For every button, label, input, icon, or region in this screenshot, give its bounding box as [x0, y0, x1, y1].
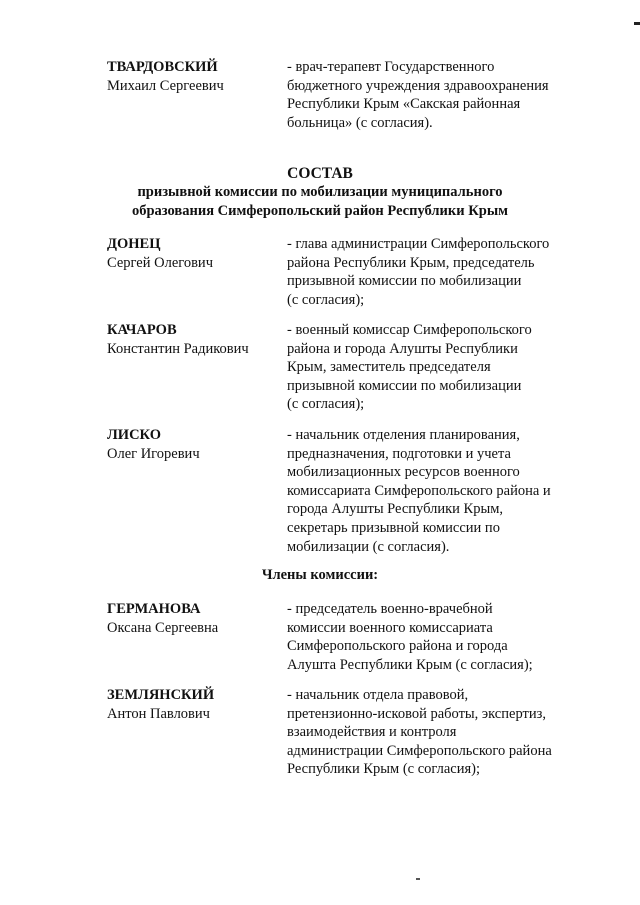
person-role [287, 600, 587, 674]
person-surname: ТВАРДОВСКИЙ [107, 59, 218, 75]
role-line: предназначения, подготовки и учета [287, 445, 511, 462]
role-line: Симферопольского района и города [287, 638, 508, 655]
role-line: - председатель военно-врачебной [287, 601, 493, 617]
person-name [107, 235, 277, 272]
heading-title: СОСТАВ [287, 165, 353, 182]
person-given-name: Константин Радикович [107, 340, 249, 357]
person-given-name: Антон Павлович [107, 705, 210, 722]
person-given-name: Сергей Олегович [107, 254, 213, 271]
scan-speck [416, 878, 420, 880]
role-line: района и города Алушты Республики [287, 340, 518, 357]
role-line: района Республики Крым, председатель [287, 254, 535, 271]
role-line: призывной комиссии по мобилизации [287, 273, 522, 290]
role-line: Алушта Республики Крым (с согласия); [287, 656, 533, 673]
person-name [107, 426, 277, 463]
page-edge-mark [634, 22, 640, 25]
role-line: города Алушты Республики Крым, [287, 501, 504, 518]
role-line: - начальник отдела правовой, [287, 687, 469, 703]
role-line: бюджетного учреждения здравоохранения [287, 77, 549, 94]
role-line: - военный комиссар Симферопольского [287, 322, 532, 338]
role-line: претензионно-исковой работы, экспертиз, [287, 705, 546, 722]
person-name [107, 600, 277, 637]
person-given-name: Оксана Сергеевна [107, 619, 219, 636]
role-line: мобилизации (с согласия). [287, 538, 450, 555]
heading-line: образования Симферопольский район Республики Крым [131, 202, 509, 219]
person-surname: ЗЕМЛЯНСКИЙ [107, 687, 215, 703]
role-line: мобилизационных ресурсов военного [287, 464, 520, 481]
role-line: (с согласия); [287, 291, 365, 308]
role-line: комиссии военного комиссариата [287, 619, 493, 636]
role-line: Республики Крым (с согласия); [287, 761, 481, 778]
role-line: больница» (с согласия). [287, 114, 433, 131]
role-line: - врач-терапевт Государственного [287, 59, 495, 75]
person-given-name: Олег Игоревич [107, 445, 200, 462]
person-role [287, 321, 587, 414]
person-role [287, 235, 587, 309]
role-line: призывной комиссии по мобилизации [287, 377, 522, 394]
members-heading: Члены комиссии: [261, 567, 379, 583]
person-surname: ГЕРМАНОВА [107, 601, 201, 617]
role-line: (с согласия); [287, 396, 365, 413]
role-line: взаимодействия и контроля [287, 724, 457, 741]
person-role [287, 686, 587, 779]
person-surname: ЛИСКО [107, 427, 161, 443]
role-line: - глава администрации Симферопольского [287, 236, 550, 252]
role-line: комиссариата Симферопольского района и [287, 482, 551, 499]
person-name [107, 321, 277, 358]
composition-heading [0, 164, 640, 220]
person-role [287, 58, 587, 132]
person-surname: ДОНЕЦ [107, 236, 161, 252]
role-line: Республики Крым «Сакская районная [287, 96, 521, 113]
role-line: - начальник отделения планирования, [287, 427, 520, 443]
role-line: Крым, заместитель председателя [287, 359, 491, 376]
person-given-name: Михаил Сергеевич [107, 77, 224, 94]
person-surname: КАЧАРОВ [107, 322, 177, 338]
person-name [107, 686, 277, 723]
person-name [107, 58, 277, 95]
person-role [287, 426, 587, 556]
heading-line: призывной комиссии по мобилизации муниципального [137, 184, 503, 200]
role-line: администрации Симферопольского района [287, 742, 552, 759]
role-line: секретарь призывной комиссии по [287, 519, 500, 536]
